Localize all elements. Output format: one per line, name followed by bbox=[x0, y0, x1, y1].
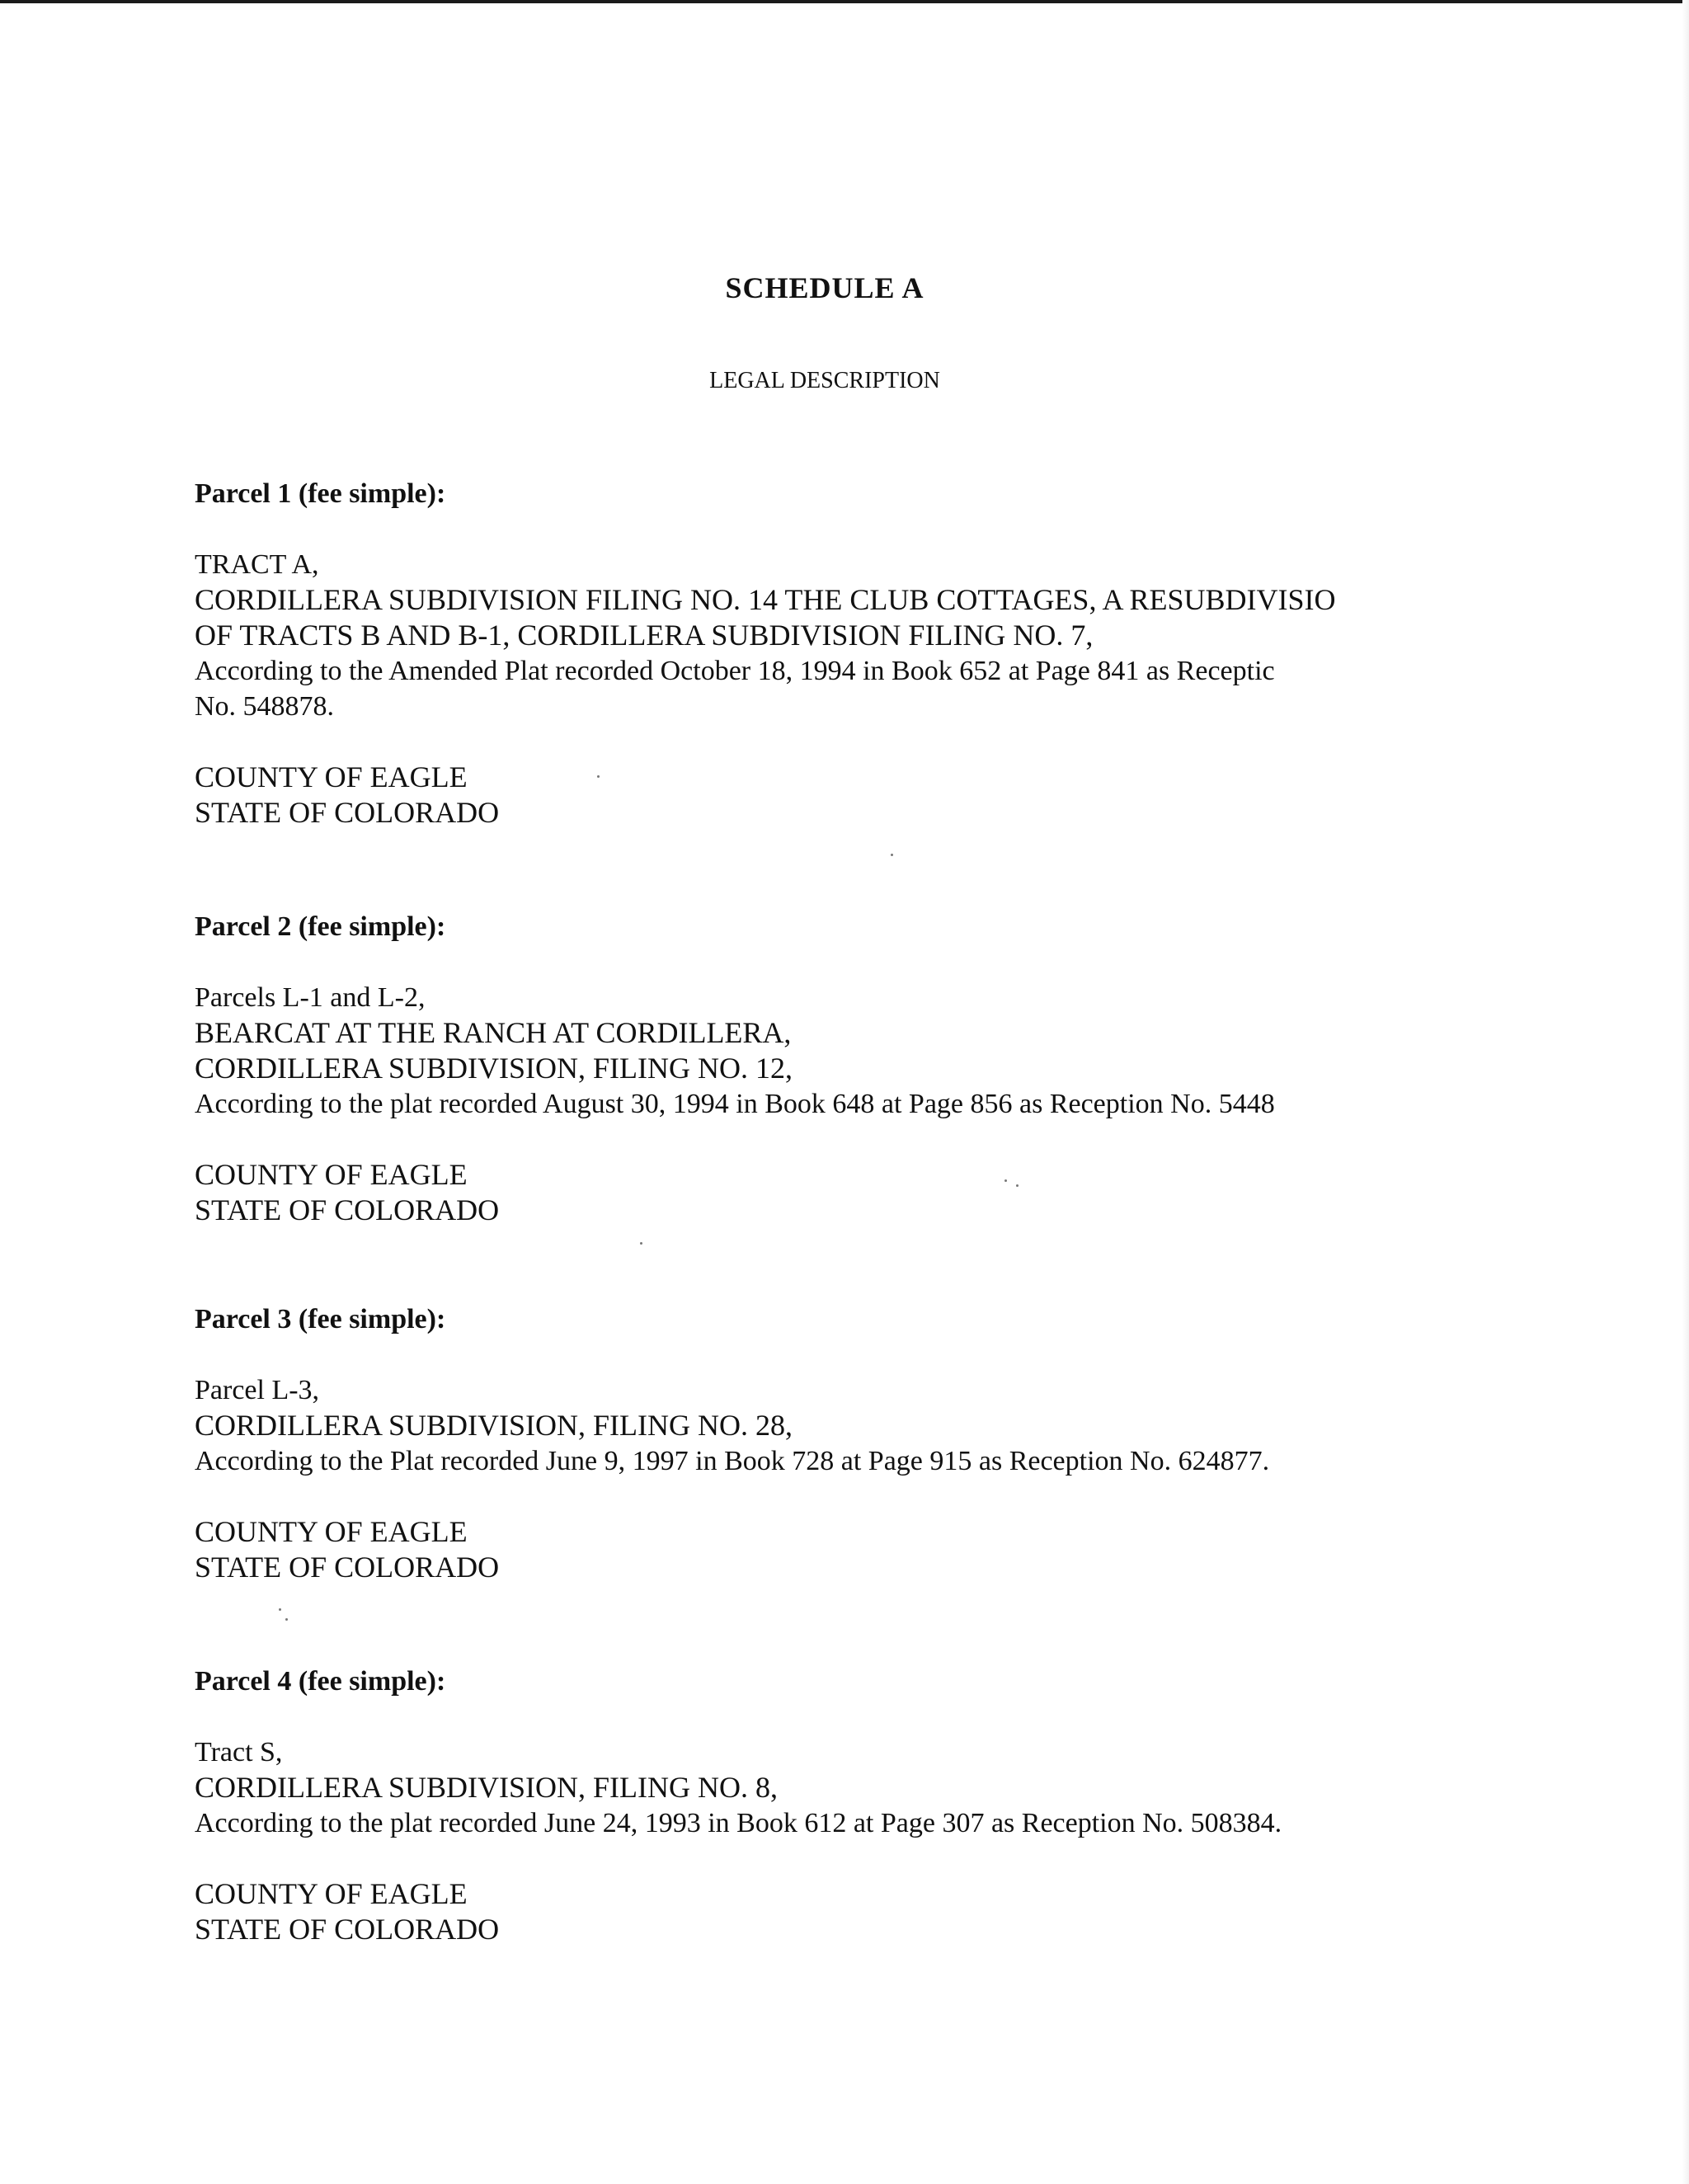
parcel-2 bbox=[195, 909, 1374, 1228]
parcel-heading: Parcel 3 (fee simple): bbox=[195, 1304, 446, 1334]
parcel-line: According to the Plat recorded June 9, 1997 in Book 728 at Page 915 as Reception No. 624877. bbox=[195, 1446, 1270, 1476]
county-line: COUNTY OF EAGLE bbox=[195, 1515, 468, 1548]
parcel-3 bbox=[195, 1301, 1374, 1585]
state-line: STATE OF COLORADO bbox=[195, 1913, 500, 1946]
parcel-line: BEARCAT AT THE RANCH AT CORDILLERA, bbox=[195, 1016, 792, 1049]
scan-speck bbox=[1004, 1179, 1007, 1182]
parcel-line: According to the plat recorded June 24, 1993 in Book 612 at Page 307 as Reception No. 508384. bbox=[195, 1808, 1282, 1838]
parcel-heading: Parcel 1 (fee simple): bbox=[195, 478, 446, 509]
parcel-line: CORDILLERA SUBDIVISION FILING NO. 14 THE CLUB COTTAGES, A RESUBDIVISIO bbox=[195, 583, 1336, 616]
spacer bbox=[195, 1122, 1374, 1157]
parcel-line: Tract S, bbox=[195, 1737, 283, 1767]
spacer bbox=[195, 724, 1374, 760]
parcel-1 bbox=[195, 476, 1374, 831]
schedule-subtitle: LEGAL DESCRIPTION bbox=[709, 368, 940, 393]
parcel-line: Parcel L-3, bbox=[195, 1375, 320, 1405]
county-line: COUNTY OF EAGLE bbox=[195, 1877, 468, 1910]
parcel-line: Parcels L-1 and L-2, bbox=[195, 982, 426, 1013]
parcel-line: No. 548878. bbox=[195, 691, 335, 722]
parcel-heading: Parcel 4 (fee simple): bbox=[195, 1666, 446, 1697]
scan-edge bbox=[1682, 0, 1689, 2184]
scan-speck bbox=[279, 1608, 281, 1611]
scan-speck bbox=[1016, 1184, 1019, 1187]
state-line: STATE OF COLORADO bbox=[195, 796, 500, 829]
scan-speck bbox=[597, 775, 600, 778]
parcel-line: CORDILLERA SUBDIVISION, FILING NO. 12, bbox=[195, 1052, 793, 1085]
spacer bbox=[195, 1479, 1374, 1514]
county-line: COUNTY OF EAGLE bbox=[195, 1158, 468, 1191]
state-line: STATE OF COLORADO bbox=[195, 1193, 500, 1226]
parcel-line: According to the Amended Plat recorded October 18, 1994 in Book 652 at Page 841 as Receptic bbox=[195, 656, 1275, 686]
scan-speck bbox=[285, 1618, 288, 1621]
county-line: COUNTY OF EAGLE bbox=[195, 760, 468, 793]
top-border bbox=[0, 0, 1689, 3]
scan-speck bbox=[640, 1242, 642, 1245]
parcel-line: CORDILLERA SUBDIVISION, FILING NO. 8, bbox=[195, 1771, 778, 1804]
parcel-heading: Parcel 2 (fee simple): bbox=[195, 911, 446, 942]
parcel-line: OF TRACTS B AND B-1, CORDILLERA SUBDIVISION FILING NO. 7, bbox=[195, 619, 1094, 652]
parcel-line: According to the plat recorded August 30, 1994 in Book 648 at Page 856 as Reception No. 5448 bbox=[195, 1089, 1275, 1119]
schedule-title: SCHEDULE A bbox=[725, 271, 924, 304]
parcel-line: CORDILLERA SUBDIVISION, FILING NO. 28, bbox=[195, 1409, 793, 1442]
parcel-4 bbox=[195, 1664, 1374, 1947]
state-line: STATE OF COLORADO bbox=[195, 1551, 500, 1584]
spacer bbox=[195, 1841, 1374, 1876]
parcel-line: TRACT A, bbox=[195, 549, 319, 580]
scan-speck bbox=[891, 854, 893, 856]
